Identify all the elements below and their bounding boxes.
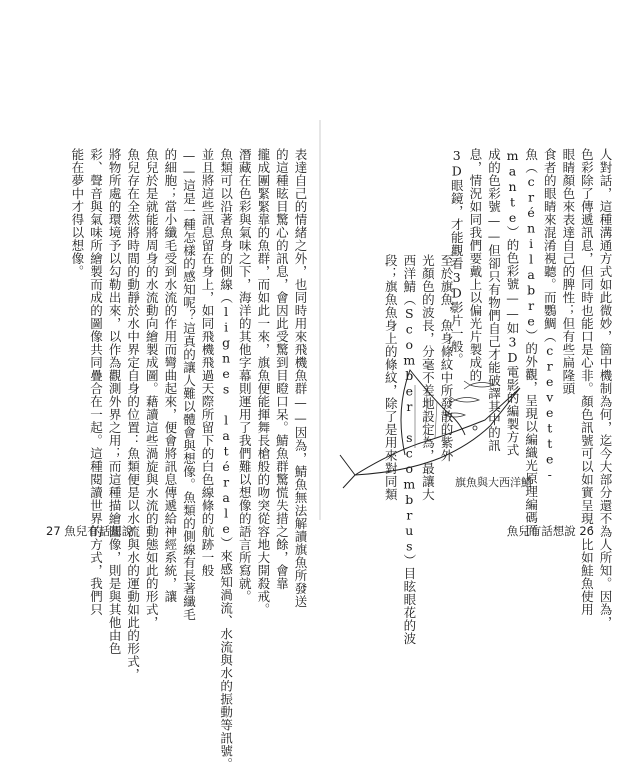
left-page-text-column: 並且將這些訊息留在身上，如同飛機飛過天際所留下的白色線條的航跡一般 xyxy=(200,148,216,577)
right-page-lower-text-column: 至於旗魚，魚身條紋中所發散的紫外 xyxy=(439,254,454,462)
left-page-text-column: 表達自己的情緒之外，也同時用來飛機魚群——因為，鯖魚無法解讀旗魚所發送 xyxy=(293,148,308,608)
right-page-text-column: 息，情況如同我們要戴上以偏光片製成的 xyxy=(467,148,483,382)
left-page-text-column: 魚兒存在全然將時間的動靜於水中界定自身的位置：魚類便是以水流與水的運動如此的形式， xyxy=(125,148,141,681)
left-page-text-column: 潛藏在色彩與氣味之下，海洋的其他字幕則運用了我們難以想像的語言所寫就。 xyxy=(237,148,253,603)
sailfish-illustration xyxy=(335,340,525,490)
right-page-lower-text-column: 光顏色的波長，分毫不差地設定為，最讓大 xyxy=(420,254,436,501)
left-page-text-column: 魚類可以沿著魚身的側線（lignes latérale）來感知渦流、水流與水的振動等訊號。 xyxy=(218,148,234,771)
right-page-footer: 魚兒有話想說 26 xyxy=(506,524,594,538)
left-page-text-column: 魚兒於是就能將周身的水流動向繪製成圖。藉讀這些渦旋與水流的動態如此的形式， xyxy=(144,148,160,629)
right-page-text-column: 成的色彩號——但卻只有物們自己才能破譯其中的訊 xyxy=(486,148,502,452)
book-gutter xyxy=(319,120,321,520)
right-page-text-column: 色彩除了傳遞訊息，但同時也能口是心非。顏色訊號可以如實呈現，比如鮭魚使用 xyxy=(579,148,595,616)
left-page-text-column: 將物所處的環境予以勾勒出來，以作為觀測外界之用；而這種描繪圖像，則是與其他由色 xyxy=(107,148,123,655)
right-page-text-column: 食者的眼睛來混淆視聽。而鸚鯛（crevette- xyxy=(542,148,558,483)
left-page-text-column: 能在夢中才得以想像。 xyxy=(69,148,85,278)
left-page-text-column: 彩、聲音與氣味所繪製而成的圖像共同疊合在一起。這種閱讀世界的方式，我們只 xyxy=(88,148,104,616)
right-page-text-column: 眼睛顏色來表達自己的脾性；但有些扁隆頭 xyxy=(560,148,576,395)
right-page-text-column: mante）的色彩號——如3D電影的編製方式 xyxy=(505,148,521,457)
left-page-text-column: 攏成團緊緊靠的魚群，而如此一來，旗魚便能揮舞長槍般的吻突從容地大開殺戒。 xyxy=(255,148,271,616)
right-page-text-column: 3D眼鏡，才能觀看3D影片一般。 xyxy=(449,148,465,366)
right-page-text-column: 人對話，這種溝通方式如此微妙，箇中機制為何，迄今大部分還不為人所知。因為， xyxy=(598,148,613,629)
right-page-lower-text-column: 段；旗魚魚身上的條紋，除了是用來對同類 xyxy=(383,254,399,501)
figure-caption: 旗魚與大西洋鯖 xyxy=(455,476,532,489)
right-page-text-column: 魚（crénilabre）的外觀，呈現以編織光原理編碼而 xyxy=(523,148,539,537)
left-page-text-column: 的這種眩目驚心的訊息，會因此受驚到目瞪口呆。鯖魚群驚慌失措之餘，會靠 xyxy=(274,148,290,590)
left-page-footer: 27 魚兒有話想說 xyxy=(46,524,134,538)
left-page-text-column: ——這是一種怎樣的感知呢？這真的讓人難以體會與想像。魚類的側線有長著纖毛 xyxy=(181,148,197,621)
left-page-text-column: 的細胞；當小纖毛受到水流的作用而彎曲起來，便會將訊息傳遞給神經系統，讓 xyxy=(162,148,178,603)
right-page-lower-text-column: 西洋鯖（Scomber scombrus）目眩眼花的波 xyxy=(401,254,417,645)
